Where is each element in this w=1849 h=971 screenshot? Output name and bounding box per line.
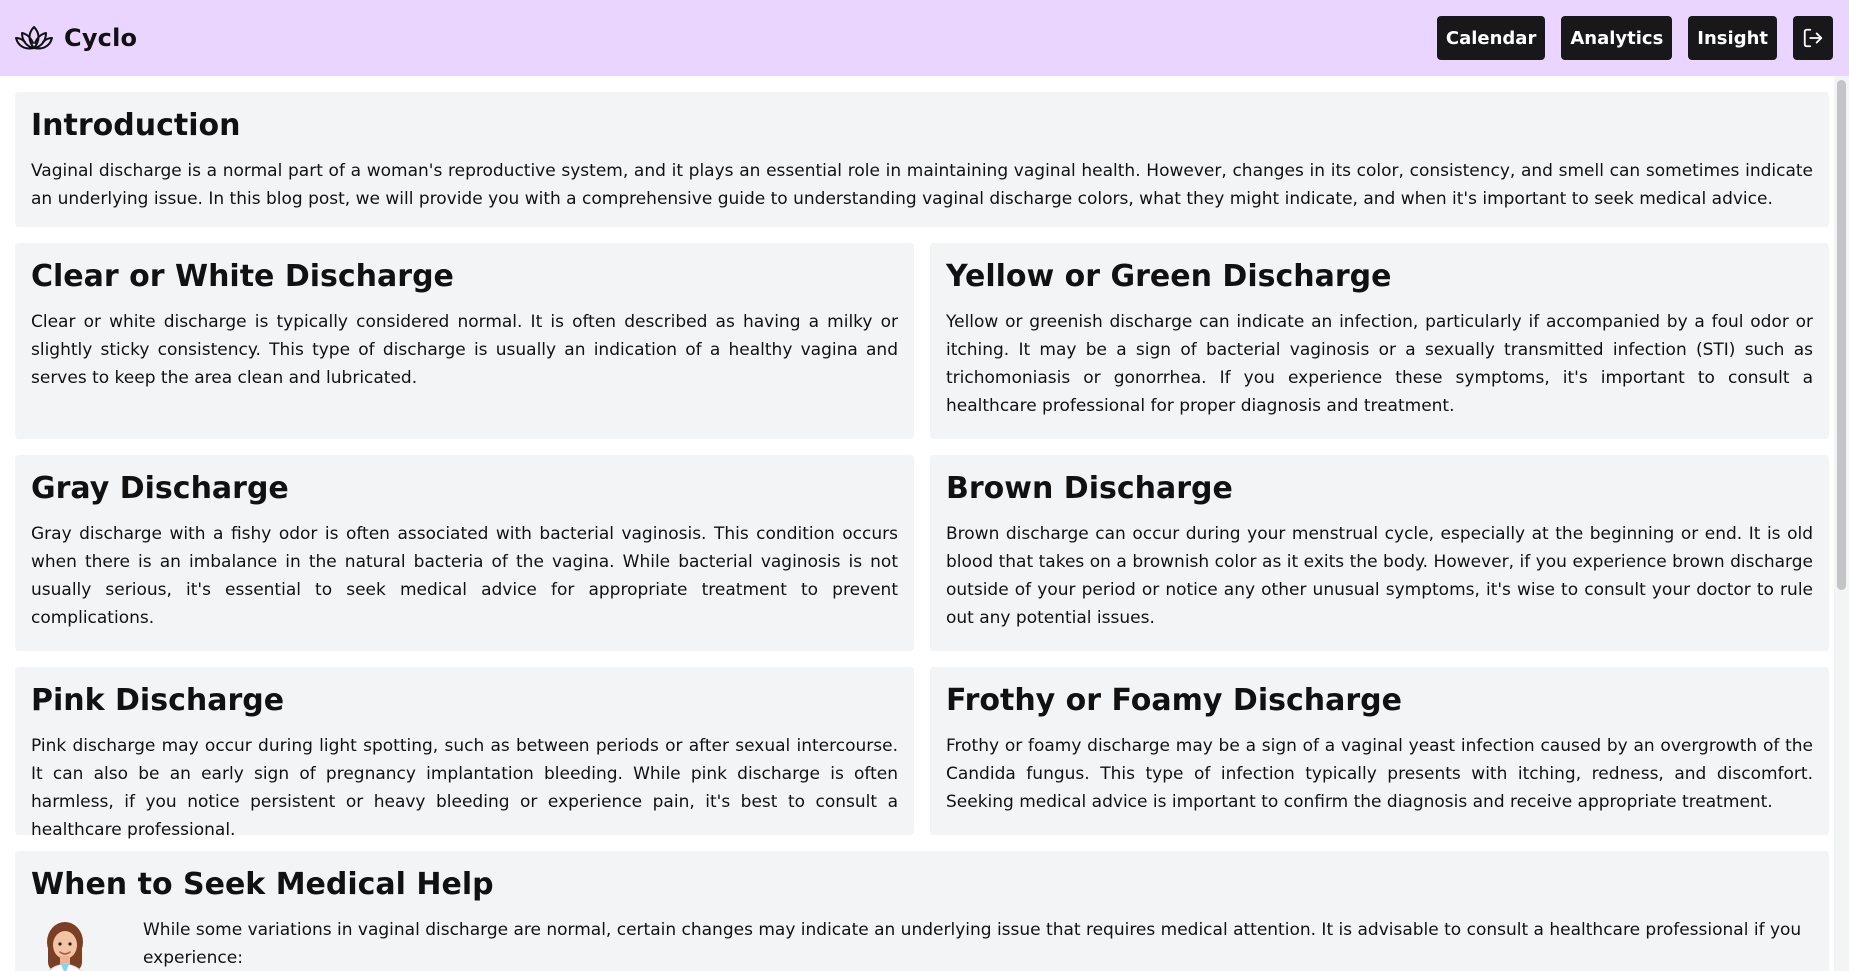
intro-title: Introduction xyxy=(31,108,241,143)
analytics-button[interactable]: Analytics xyxy=(1561,16,1672,60)
intro-body: Vaginal discharge is a normal part of a woman's reproductive system, and it plays an essential role in maintaining vaginal health. However, changes in its color, consistency, and smell can sometimes indicate an underlying issue. In this blog post, we will provide you with a comprehensive guide to understanding vaginal discharge colors, what they might indicate, and when it's important to seek medical advice. xyxy=(31,161,1813,209)
insight-button[interactable]: Insight xyxy=(1688,16,1777,60)
section-title: Pink Discharge xyxy=(31,683,285,718)
section-card-yellow-green xyxy=(930,243,1829,439)
seek-help-card xyxy=(15,851,1829,971)
section-title: Frothy or Foamy Discharge xyxy=(946,683,1402,718)
scrollbar-thumb[interactable] xyxy=(1837,80,1846,590)
section-title: Yellow or Green Discharge xyxy=(946,259,1392,294)
section-card-frothy-foamy xyxy=(930,667,1829,835)
article-content xyxy=(15,92,1829,971)
section-body: Pink discharge may occur during light spotting, such as between periods or after sexual intercourse. It can also be an early sign of pregnancy implantation bleeding. While pink discharge is often harmless, if you notice persistent or heavy bleeding or experience pain, it's best to consult a healthcare professional. xyxy=(31,736,898,840)
intro-card xyxy=(15,92,1829,227)
section-body: Yellow or greenish discharge can indicate an infection, particularly if accompanied by a foul odor or itching. It may be a sign of bacterial vaginosis or a sexually transmitted infection (STI) such as trichomoniasis or gonorrhea. If you experience these symptoms, it's important to consult a healthcare professional for proper diagnosis and treatment. xyxy=(946,312,1813,416)
section-card-pink xyxy=(15,667,914,840)
seek-help-body: While some variations in vaginal discharge are normal, certain changes may indicate an underlying issue that requires medical attention. It is advisable to consult a healthcare professional if you experience: xyxy=(143,920,1802,968)
top-navbar xyxy=(0,0,1849,76)
section-body: Brown discharge can occur during your menstrual cycle, especially at the beginning or end. It is old blood that takes on a brownish color as it exits the body. However, if you experience brown discharge outside of your period or notice any other unusual symptoms, it's wise to consult your doctor to rule out any potential issues. xyxy=(946,524,1813,628)
section-card-clear-white xyxy=(15,243,914,439)
section-body: Gray discharge with a fishy odor is often associated with bacterial vaginosis. This condition occurs when there is an imbalance in the natural bacteria of the vagina. While bacterial vaginosis is not usually serious, it's essential to seek medical advice for appropriate treatment to prevent complications. xyxy=(31,524,898,628)
section-body: Clear or white discharge is typically considered normal. It is often described as having a milky or slightly sticky consistency. This type of discharge is usually an indication of a healthy vagina and serves to keep the area clean and lubricated. xyxy=(31,312,898,388)
nav-actions xyxy=(1437,16,1833,60)
section-card-brown xyxy=(930,455,1829,651)
brand[interactable] xyxy=(14,23,137,53)
section-title: Brown Discharge xyxy=(946,471,1233,506)
page-scrollbar[interactable] xyxy=(1834,76,1849,971)
discharge-types-grid xyxy=(15,243,1829,840)
seek-help-row xyxy=(31,916,1813,971)
section-body: Frothy or foamy discharge may be a sign of a vaginal yeast infection caused by an overgrowth of the Candida fungus. This type of infection typically presents with itching, redness, and discomfort. Seeking medical advice is important to confirm the diagnosis and receive appropriate treatment. xyxy=(946,736,1813,812)
seek-help-title: When to Seek Medical Help xyxy=(31,867,494,902)
section-card-gray xyxy=(15,455,914,651)
logout-button[interactable] xyxy=(1793,16,1833,60)
calendar-button[interactable]: Calendar xyxy=(1437,16,1545,60)
section-title: Clear or White Discharge xyxy=(31,259,454,294)
logout-icon xyxy=(1802,27,1824,49)
section-title: Gray Discharge xyxy=(31,471,289,506)
doctor-avatar-illustration xyxy=(31,916,95,971)
brand-name: Cyclo xyxy=(64,24,138,52)
lotus-logo-icon xyxy=(14,23,54,53)
